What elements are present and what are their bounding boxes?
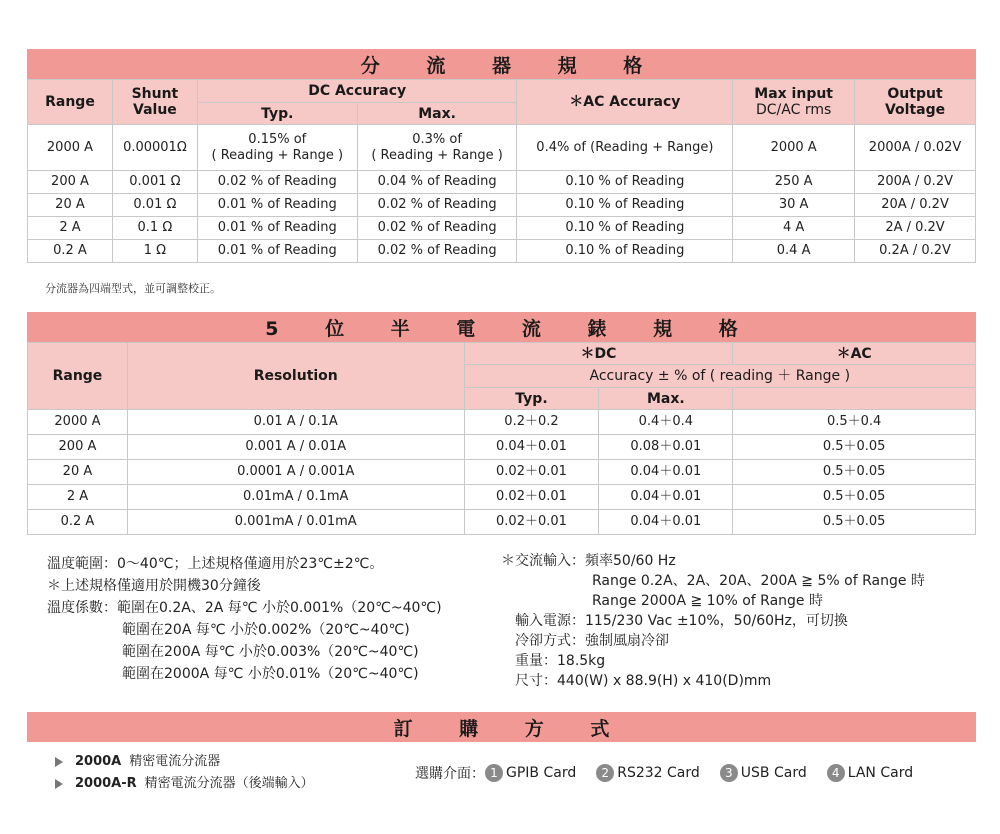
shunt-note: 分流器為四端型式，並可調整校正。: [45, 282, 221, 295]
spec-temp-range: 溫度範圍：0～40℃；上述規格僅適用於23℃±2℃。: [47, 556, 384, 572]
header-resolution: Resolution: [127, 343, 464, 410]
number-4-icon: 4: [827, 764, 845, 782]
spec-dimensions: 尺寸：440(W) x 88.9(H) x 410(D)mm: [515, 673, 772, 689]
number-3-icon: 3: [720, 764, 738, 782]
table-row: 20 A 0.0001 A / 0.001A 0.02＋0.01 0.04＋0.01 0.5＋0.05: [28, 460, 976, 485]
order-section-title: 訂 購 方 式: [27, 712, 976, 742]
specs-left: [47, 553, 442, 685]
specs-right: [501, 551, 925, 691]
table-row: 2 A 0.1 Ω 0.01 % of Reading 0.02 % of Reading 0.10 % of Reading 4 A 2A / 0.2V: [28, 217, 976, 240]
table-row: 0.2 A 1 Ω 0.01 % of Reading 0.02 % of Reading 0.10 % of Reading 0.4 A 0.2A / 0.2V: [28, 240, 976, 263]
header-dc-accuracy: DC Accuracy: [197, 80, 517, 103]
table-row: 2000 A 0.01 A / 0.1A 0.2＋0.2 0.4＋0.4 0.5＋0.4: [28, 410, 976, 435]
header-typ: Typ.: [197, 103, 357, 125]
header-shunt-value: Shunt Value: [112, 80, 197, 125]
spec-temp-coeff: 溫度係數：範圍在0.2A、2A 每℃ 小於0.001%（20℃~40℃): [47, 600, 442, 616]
header-typ: Typ.: [464, 388, 599, 410]
number-2-icon: 2: [596, 764, 614, 782]
interface-label: 選購介面：: [415, 766, 485, 782]
header-range: Range: [28, 343, 128, 410]
spec-ac-input: ＊交流輸入：頻率50/60 Hz: [501, 553, 676, 569]
header-ac-blank: [733, 388, 976, 410]
spec-warmup: ＊上述規格僅適用於開機30分鐘後: [47, 578, 261, 594]
triangle-bullet-icon: [55, 757, 63, 767]
number-1-icon: 1: [485, 764, 503, 782]
header-max: Max.: [357, 103, 517, 125]
interface-options: 選購介面： 1 GPIB Card 2 RS232 Card 3 USB Card 4 LAN Card: [415, 765, 914, 782]
header-max: Max.: [599, 388, 733, 410]
header-range: Range: [28, 80, 113, 125]
order-item: 2000A-R 精密電流分流器（後端輸入）: [55, 773, 314, 795]
meter-spec-table: [27, 342, 976, 535]
spec-temp-coeff-200a: 範圍在200A 每℃ 小於0.003%（20℃~40℃): [122, 644, 419, 660]
spec-cooling: 冷卻方式：強制風扇冷卻: [515, 633, 669, 649]
table-row: 2000 A 0.00001Ω 0.15% of ( Reading + Range ) 0.3% of ( Reading + Range ) 0.4% of (Reading + Range) 2000 A 2000A / 0.02V: [28, 125, 976, 171]
spec-power: 輸入電源：115/230 Vac ±10%，50/60Hz，可切換: [515, 613, 848, 629]
order-list: [55, 751, 314, 795]
spec-temp-coeff-2000a: 範圍在2000A 每℃ 小於0.01%（20℃~40℃): [122, 666, 419, 682]
triangle-bullet-icon: [55, 779, 63, 789]
table-row: 200 A 0.001 Ω 0.02 % of Reading 0.04 % of Reading 0.10 % of Reading 250 A 200A / 0.2V: [28, 171, 976, 194]
header-accuracy: Accuracy ± % of ( reading ＋ Range ): [464, 365, 975, 388]
header-output-voltage: Output Voltage: [855, 80, 976, 125]
header-ac: ＊AC: [733, 343, 976, 365]
table-row: 2 A 0.01mA / 0.1mA 0.02＋0.01 0.04＋0.01 0.5＋0.05: [28, 485, 976, 510]
spec-weight: 重量：18.5kg: [515, 653, 606, 669]
spec-temp-coeff-20a: 範圍在20A 每℃ 小於0.002%（20℃~40℃): [122, 622, 410, 638]
spec-ac-range-1: Range 0.2A、2A、20A、200A ≧ 5% of Range 時: [592, 573, 925, 589]
table-row: 200 A 0.001 A / 0.01A 0.04＋0.01 0.08＋0.01 0.5＋0.05: [28, 435, 976, 460]
table-row: 0.2 A 0.001mA / 0.01mA 0.02＋0.01 0.04＋0.01 0.5＋0.05: [28, 510, 976, 535]
meter-section-title: 5 位 半 電 流 錶 規 格: [27, 312, 976, 342]
shunt-spec-table: [27, 79, 976, 263]
order-item: 2000A 精密電流分流器: [55, 751, 314, 773]
spec-ac-range-2: Range 2000A ≧ 10% of Range 時: [592, 593, 823, 609]
header-ac-accuracy: ＊AC Accuracy: [517, 80, 733, 125]
table-row: 20 A 0.01 Ω 0.01 % of Reading 0.02 % of Reading 0.10 % of Reading 30 A 20A / 0.2V: [28, 194, 976, 217]
header-max-input: Max input DC/AC rms: [733, 80, 855, 125]
header-dc: ＊DC: [464, 343, 733, 365]
shunt-section-title: 分 流 器 規 格: [27, 49, 976, 79]
